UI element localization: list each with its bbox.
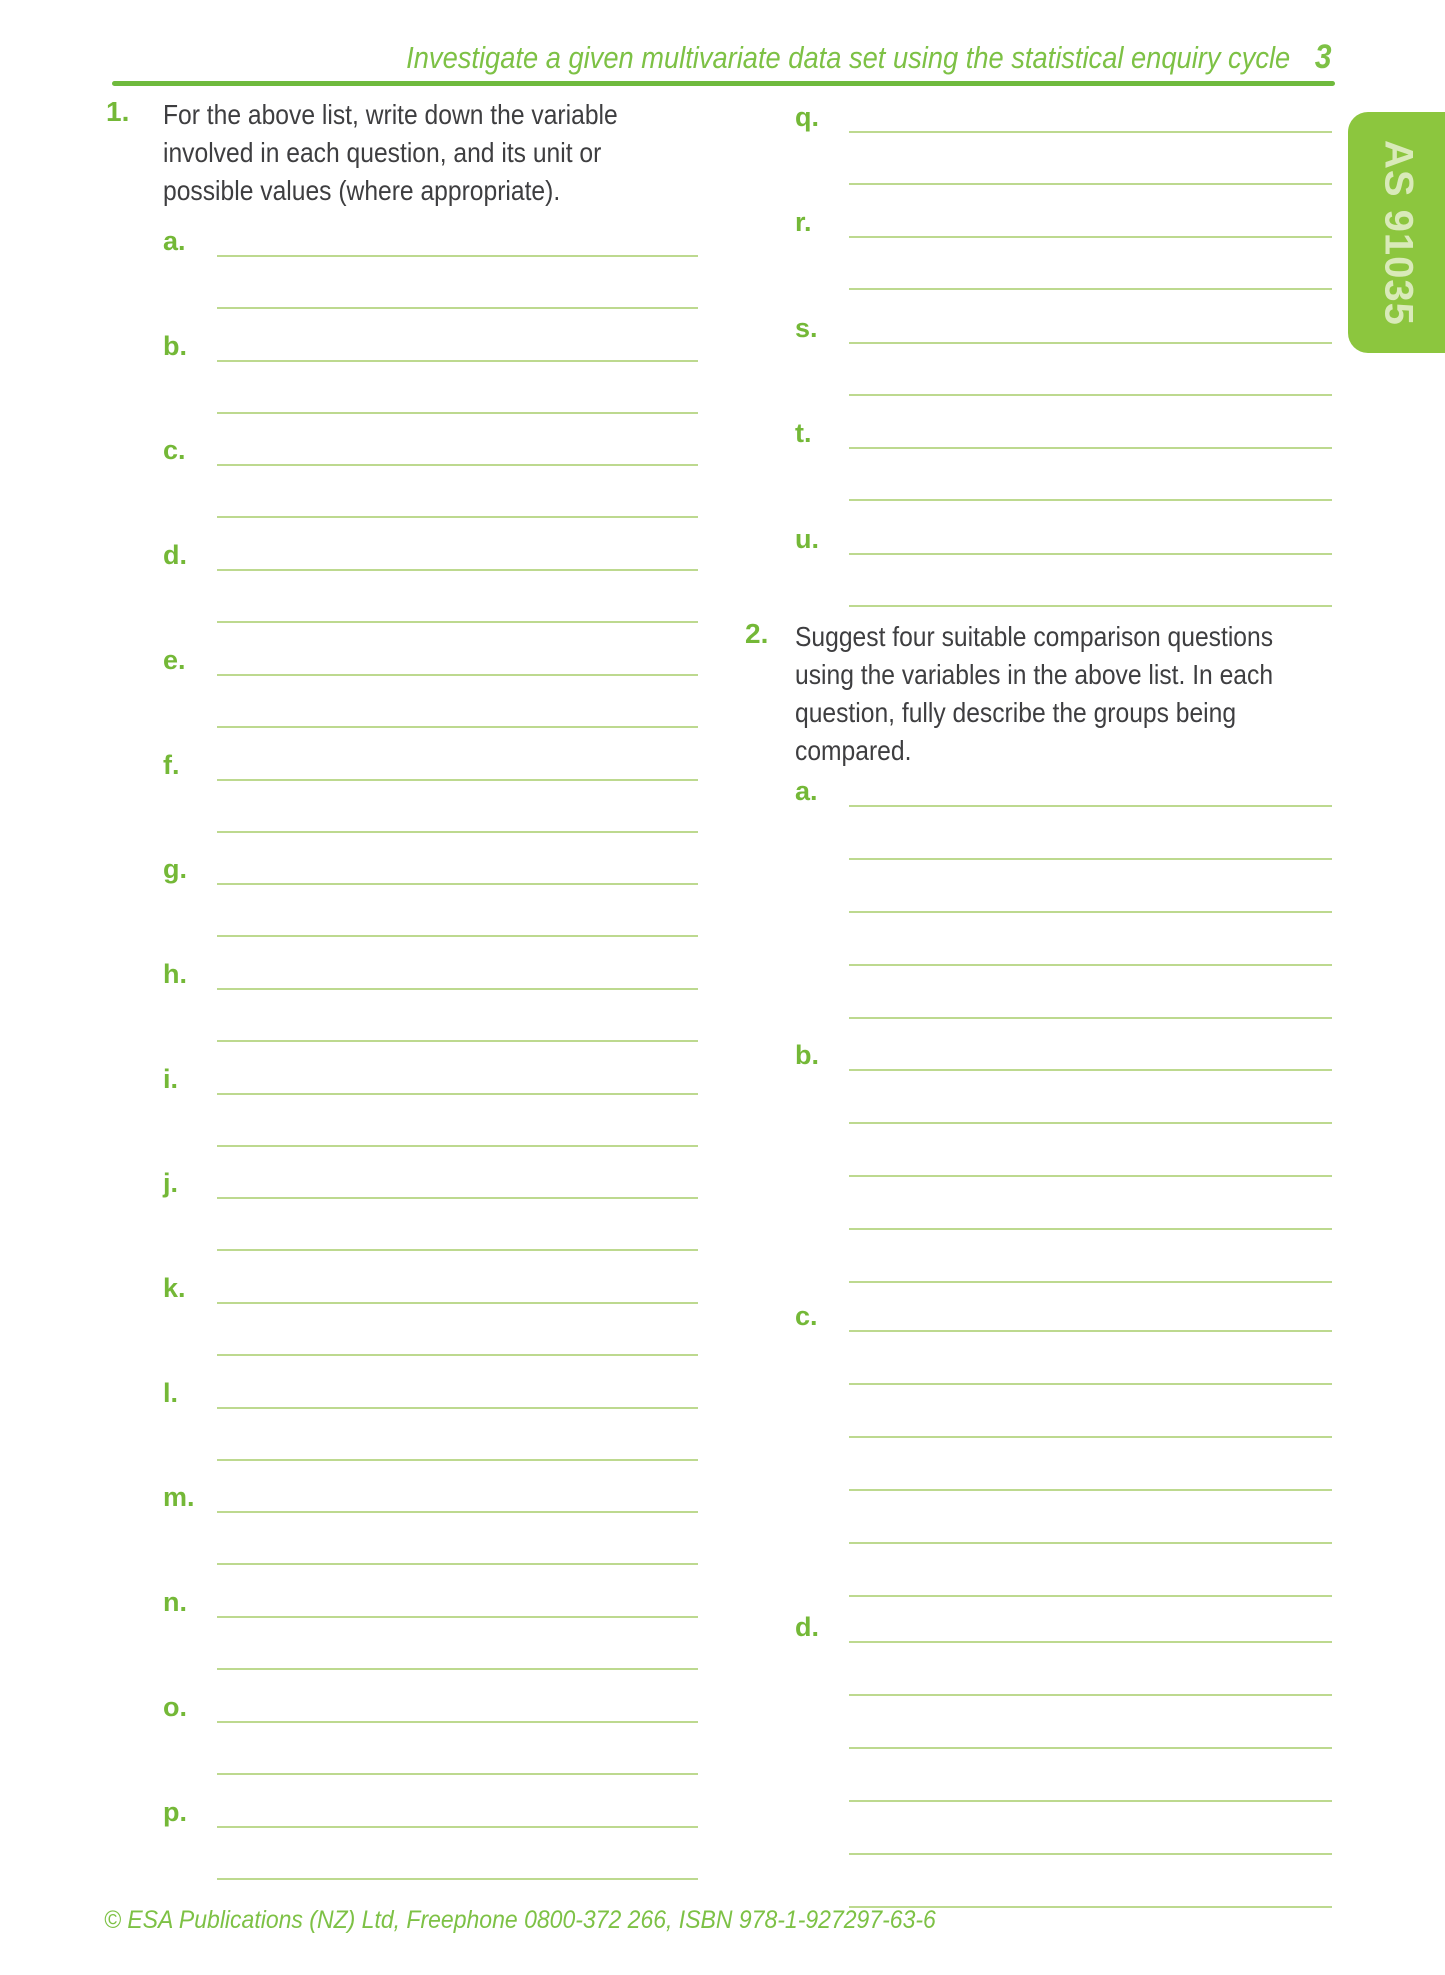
answer-line [849,236,1332,238]
answer-line [217,255,698,257]
item-label: d. [795,1612,819,1642]
answer-line [217,1407,698,1409]
answer-line [849,1069,1332,1071]
item-label: i. [163,1064,179,1094]
item-label: m. [163,1482,195,1512]
answer-line [217,360,698,362]
item-label: s. [795,313,818,343]
question-2-text-line: using the variables in the above list. In each [795,659,1274,690]
item-label: k. [163,1273,186,1303]
answer-line [217,412,698,414]
answer-line [217,831,698,833]
page-number: 3 [1315,38,1332,76]
item-label: j. [163,1168,179,1198]
question-2-text-line: compared. [795,735,912,766]
item-label: l. [163,1378,179,1408]
answer-line [849,1489,1332,1491]
answer-line [849,1436,1332,1438]
answer-line [217,1826,698,1828]
answer-line [217,1302,698,1304]
footer-copyright: © ESA Publications (NZ) Ltd, Freephone 0800-372 266, ISBN 978-1-927297-63-6 [104,1906,936,1934]
question-1-number: 1. [106,96,130,127]
answer-line [849,1542,1332,1544]
answer-line [849,1017,1332,1019]
answer-line [217,779,698,781]
answer-line [849,1853,1332,1855]
answer-line [217,1145,698,1147]
answer-line [217,1773,698,1775]
item-label: c. [795,1301,818,1331]
item-label: h. [163,959,187,989]
answer-line [217,1563,698,1565]
item-label: e. [163,645,186,675]
answer-line [217,464,698,466]
answer-line [217,1616,698,1618]
answer-line [849,1122,1332,1124]
answer-line [217,1093,698,1095]
answer-line [849,131,1332,133]
answer-line [849,499,1332,501]
answer-line [217,674,698,676]
item-label: d. [163,540,187,570]
answer-line [217,1668,698,1670]
answer-line [217,569,698,571]
item-label: g. [163,854,187,884]
answer-line [849,1641,1332,1643]
question-1-text-line: For the above list, write down the variable [163,99,618,130]
answer-line [849,1595,1332,1597]
question-1-text [163,96,618,210]
answer-line [849,964,1332,966]
item-label: t. [795,418,812,448]
answer-line [849,605,1332,607]
page-header [407,38,1332,77]
answer-line [849,447,1332,449]
answer-line [849,1800,1332,1802]
answer-line [217,1249,698,1251]
question-2-number: 2. [745,618,769,649]
answer-line [849,288,1332,290]
answer-line [217,307,698,309]
answer-line [217,1511,698,1513]
answer-line [217,935,698,937]
answer-line [217,1878,698,1880]
answer-line [849,1330,1332,1332]
question-2-text [795,618,1273,770]
answer-line [217,1197,698,1199]
answer-line [217,1040,698,1042]
answer-line [217,516,698,518]
item-label: a. [795,776,818,806]
side-tab-label: AS 91035 [1376,139,1421,326]
item-label: f. [163,750,180,780]
item-label: u. [795,524,819,554]
item-label: b. [795,1040,819,1070]
answer-line [849,553,1332,555]
answer-line [849,1228,1332,1230]
answer-line [849,805,1332,807]
answer-line [849,1383,1332,1385]
answer-line [217,1459,698,1461]
item-label: c. [163,435,186,465]
answer-line [849,1747,1332,1749]
header-rule [112,81,1335,86]
item-label: o. [163,1692,187,1722]
item-label: n. [163,1587,187,1617]
answer-line [849,858,1332,860]
answer-line [217,988,698,990]
question-1-text-line: involved in each question, and its unit or [163,137,602,168]
page-header-title: Investigate a given multivariate data set using the statistical enquiry cycle [406,40,1291,75]
item-label: q. [795,102,819,132]
answer-line [217,1354,698,1356]
answer-line [217,883,698,885]
item-label: p. [163,1797,187,1827]
answer-line [217,726,698,728]
answer-line [217,621,698,623]
answer-line [849,1175,1332,1177]
answer-line [849,911,1332,913]
question-2-text-line: Suggest four suitable comparison questions [795,621,1274,652]
answer-line [849,1694,1332,1696]
answer-line [217,1721,698,1723]
side-tab-as91035 [1348,112,1445,353]
item-label: r. [795,207,812,237]
question-2-text-line: question, fully describe the groups being [795,697,1237,728]
answer-line [849,394,1332,396]
answer-line [849,183,1332,185]
item-label: a. [163,226,186,256]
answer-line [849,342,1332,344]
answer-line [849,1281,1332,1283]
item-label: b. [163,331,187,361]
question-1-text-line: possible values (where appropriate). [163,175,561,206]
